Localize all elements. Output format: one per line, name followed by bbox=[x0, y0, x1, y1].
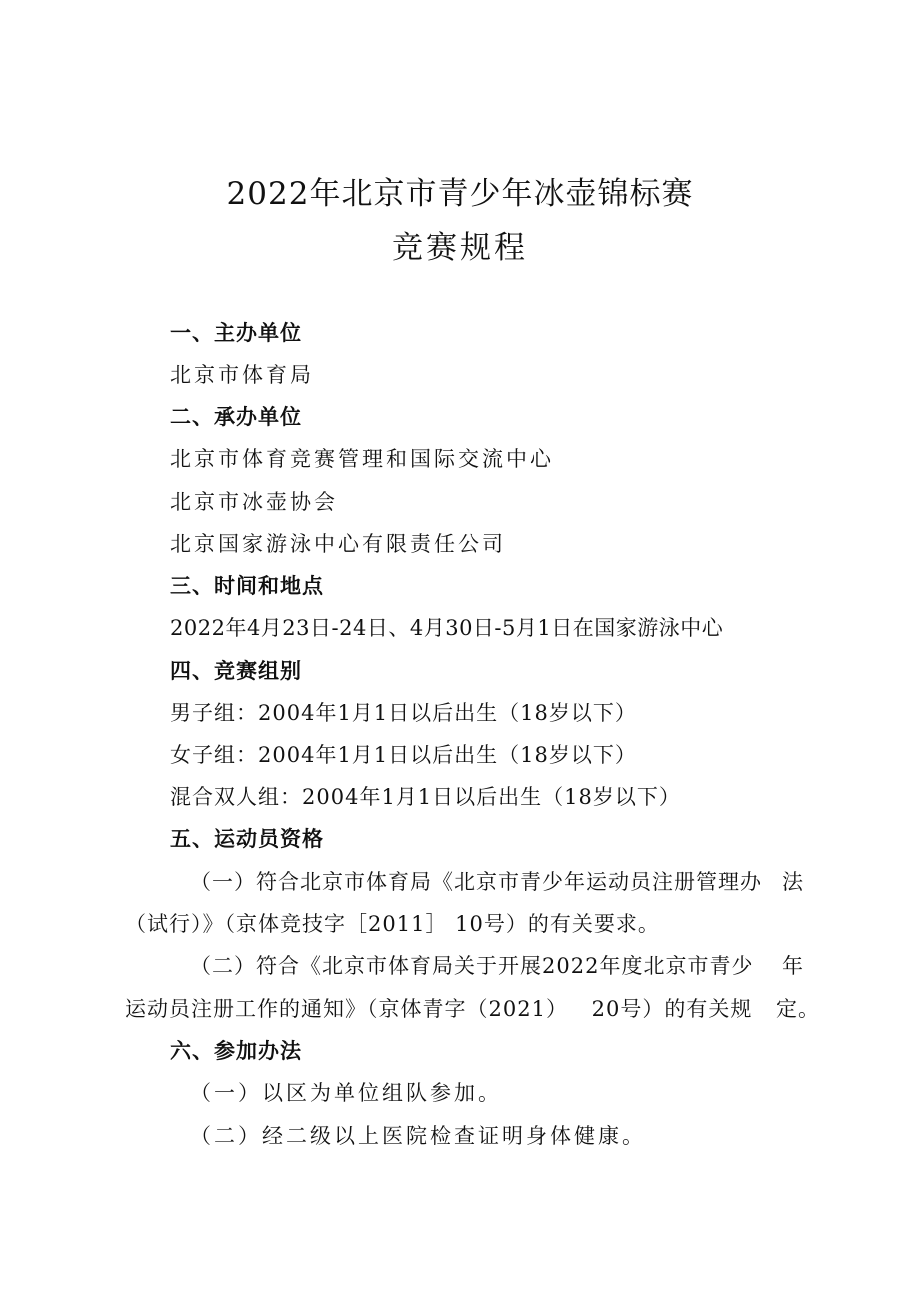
group-line-women: 女子组：2004年1月1日以后出生（18岁以下） bbox=[170, 743, 637, 767]
eligibility-para2-line1: （二）符合《北京市体育局关于开展2022年度北京市青少 年 bbox=[190, 954, 804, 978]
section-heading-host: 二、承办单位 bbox=[170, 405, 302, 429]
organizer-line: 北京市体育局 bbox=[170, 363, 314, 387]
section-heading-participation: 六、参加办法 bbox=[170, 1039, 302, 1063]
eligibility-para1-line1: （一）符合北京市体育局《北京市青少年运动员注册管理办 法 bbox=[190, 870, 804, 894]
section-heading-organizer: 一、主办单位 bbox=[170, 321, 302, 345]
group-line-men: 男子组：2004年1月1日以后出生（18岁以下） bbox=[170, 701, 637, 725]
host-line-1: 北京市体育竞赛管理和国际交流中心 bbox=[170, 447, 554, 471]
document-subtitle: 竞赛规程 bbox=[392, 230, 528, 266]
section-heading-time-place: 三、时间和地点 bbox=[170, 574, 324, 598]
time-place-line: 2022年4月23日-24日、4月30日-5月1日在国家游泳中心 bbox=[170, 616, 724, 640]
document-title: 2022年北京市青少年冰壶锦标赛 bbox=[226, 176, 694, 212]
eligibility-para2-line2: 运动员注册工作的通知》（京体青字（2021） 20号）的有关规 定。 bbox=[125, 997, 820, 1021]
host-line-3: 北京国家游泳中心有限责任公司 bbox=[170, 532, 506, 556]
group-line-mixed: 混合双人组：2004年1月1日以后出生（18岁以下） bbox=[170, 785, 681, 809]
participation-line-2: （二）经二级以上医院检查证明身体健康。 bbox=[190, 1124, 646, 1148]
section-heading-groups: 四、竞赛组别 bbox=[170, 659, 302, 683]
eligibility-para1-line2: （试行）》（京体竞技字［2011］ 10号）的有关要求。 bbox=[125, 912, 660, 936]
section-heading-eligibility: 五、运动员资格 bbox=[170, 827, 324, 851]
participation-line-1: （一）以区为单位组队参加。 bbox=[190, 1081, 502, 1105]
host-line-2: 北京市冰壶协会 bbox=[170, 490, 338, 514]
